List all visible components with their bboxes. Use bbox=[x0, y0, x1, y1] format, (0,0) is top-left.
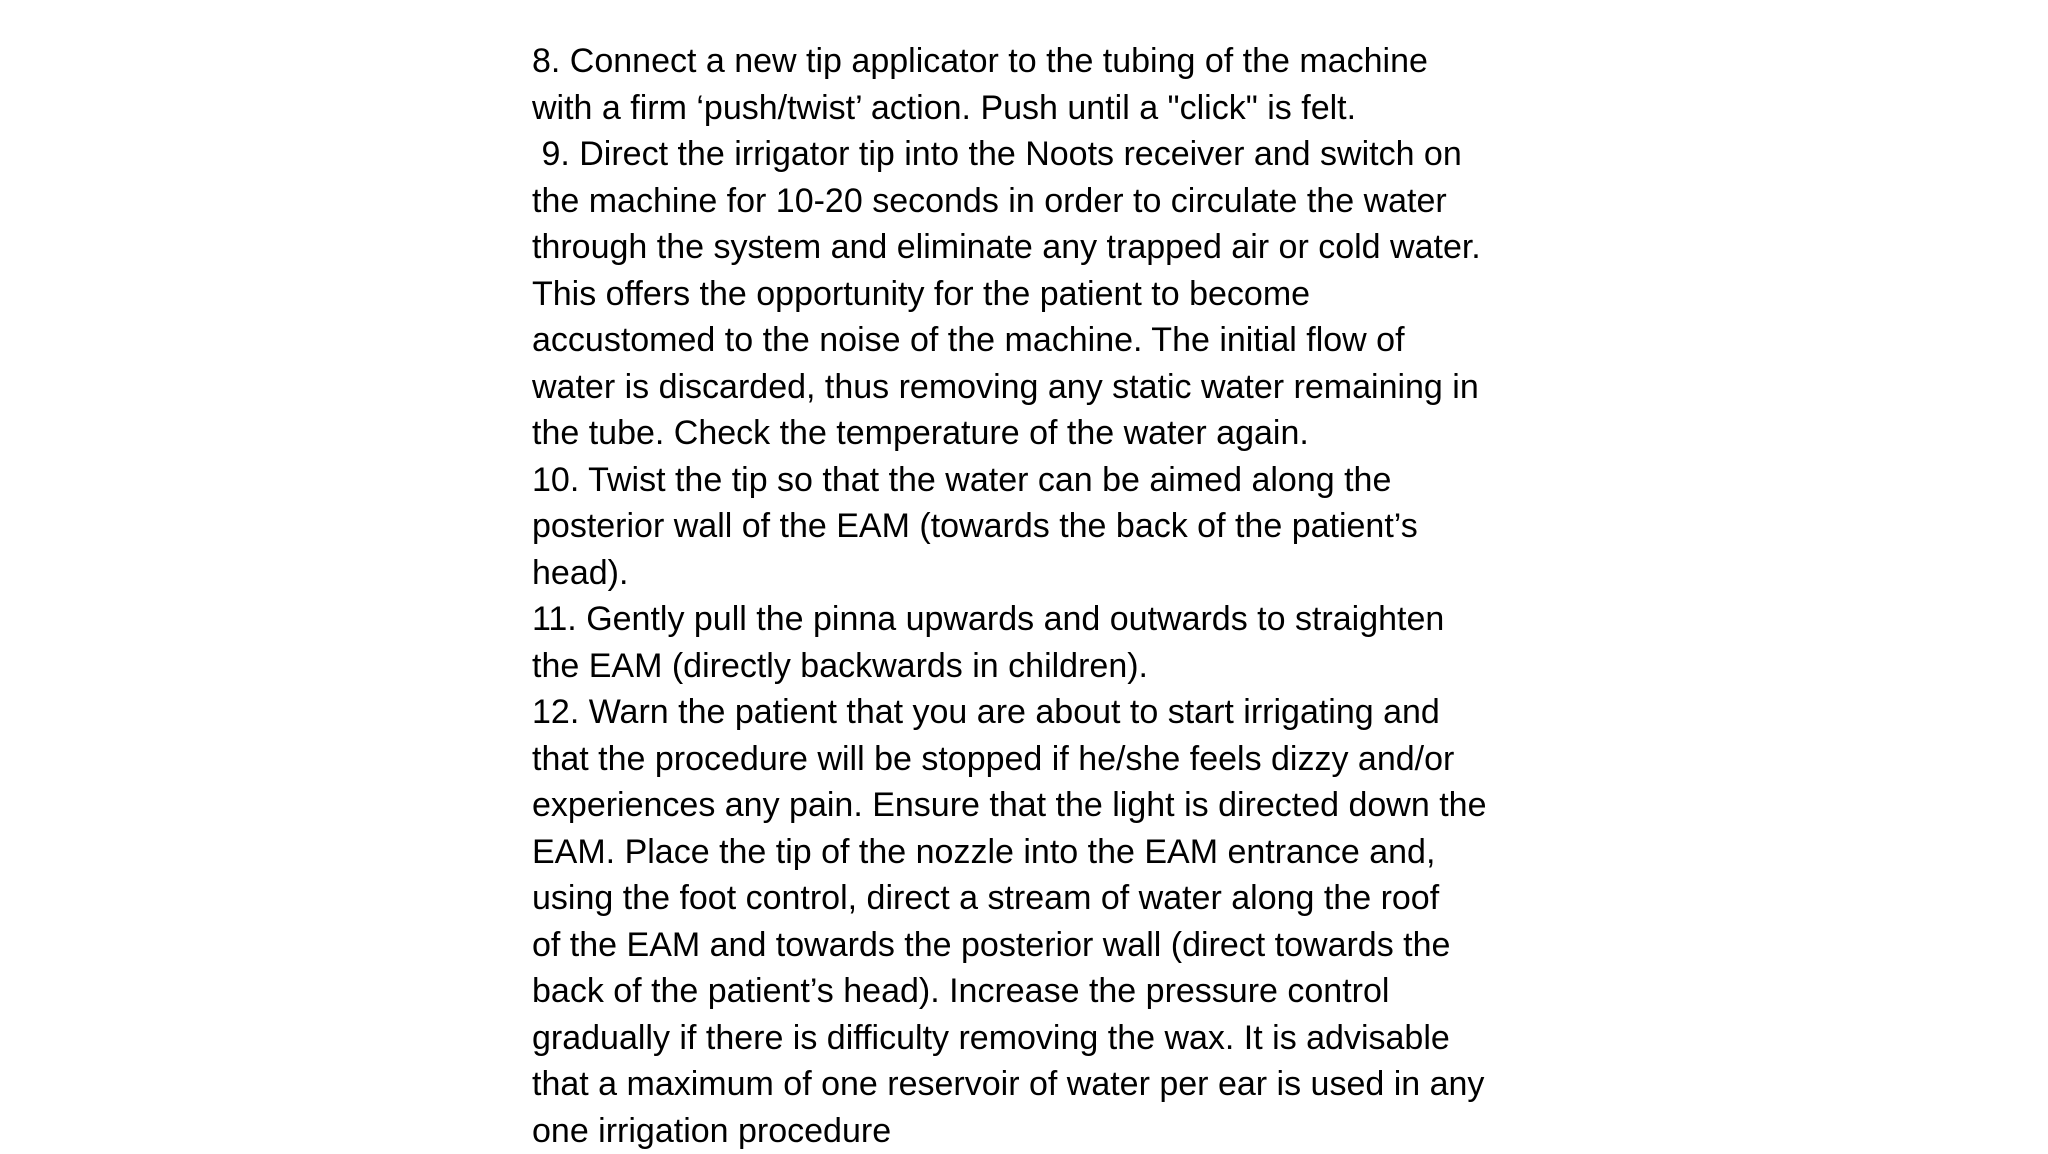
text-line: through the system and eliminate any trapped air or cold water. bbox=[532, 224, 1542, 271]
text-line: the machine for 10-20 seconds in order to circulate the water bbox=[532, 178, 1542, 225]
text-line: EAM. Place the tip of the nozzle into the EAM entrance and, bbox=[532, 829, 1542, 876]
text-line: gradually if there is difficulty removing the wax. It is advisable bbox=[532, 1015, 1542, 1062]
text-line: with a firm ‘push/twist’ action. Push until a "click" is felt. bbox=[532, 85, 1542, 132]
text-line: accustomed to the noise of the machine. The initial flow of bbox=[532, 317, 1542, 364]
text-line: 12. Warn the patient that you are about to start irrigating and bbox=[532, 689, 1542, 736]
text-line: the EAM (directly backwards in children). bbox=[532, 643, 1542, 690]
text-line: This offers the opportunity for the patient to become bbox=[532, 271, 1542, 318]
text-line: the tube. Check the temperature of the water again. bbox=[532, 410, 1542, 457]
text-line: that the procedure will be stopped if he/she feels dizzy and/or bbox=[532, 736, 1542, 783]
text-line: using the foot control, direct a stream of water along the roof bbox=[532, 875, 1542, 922]
text-line: experiences any pain. Ensure that the light is directed down the bbox=[532, 782, 1542, 829]
text-line: water is discarded, thus removing any static water remaining in bbox=[532, 364, 1542, 411]
text-line: 10. Twist the tip so that the water can be aimed along the bbox=[532, 457, 1542, 504]
text-line: 8. Connect a new tip applicator to the tubing of the machine bbox=[532, 38, 1542, 85]
text-line: back of the patient’s head). Increase the pressure control bbox=[532, 968, 1542, 1015]
text-line: that a maximum of one reservoir of water per ear is used in any bbox=[532, 1061, 1542, 1108]
text-line: 11. Gently pull the pinna upwards and outwards to straighten bbox=[532, 596, 1542, 643]
text-line: posterior wall of the EAM (towards the back of the patient’s bbox=[532, 503, 1542, 550]
slide-body-text bbox=[532, 38, 1542, 1154]
text-line: of the EAM and towards the posterior wall (direct towards the bbox=[532, 922, 1542, 969]
text-line: one irrigation procedure bbox=[532, 1108, 1542, 1154]
text-line: 9. Direct the irrigator tip into the Noots receiver and switch on bbox=[532, 131, 1542, 178]
text-line: head). bbox=[532, 550, 1542, 597]
